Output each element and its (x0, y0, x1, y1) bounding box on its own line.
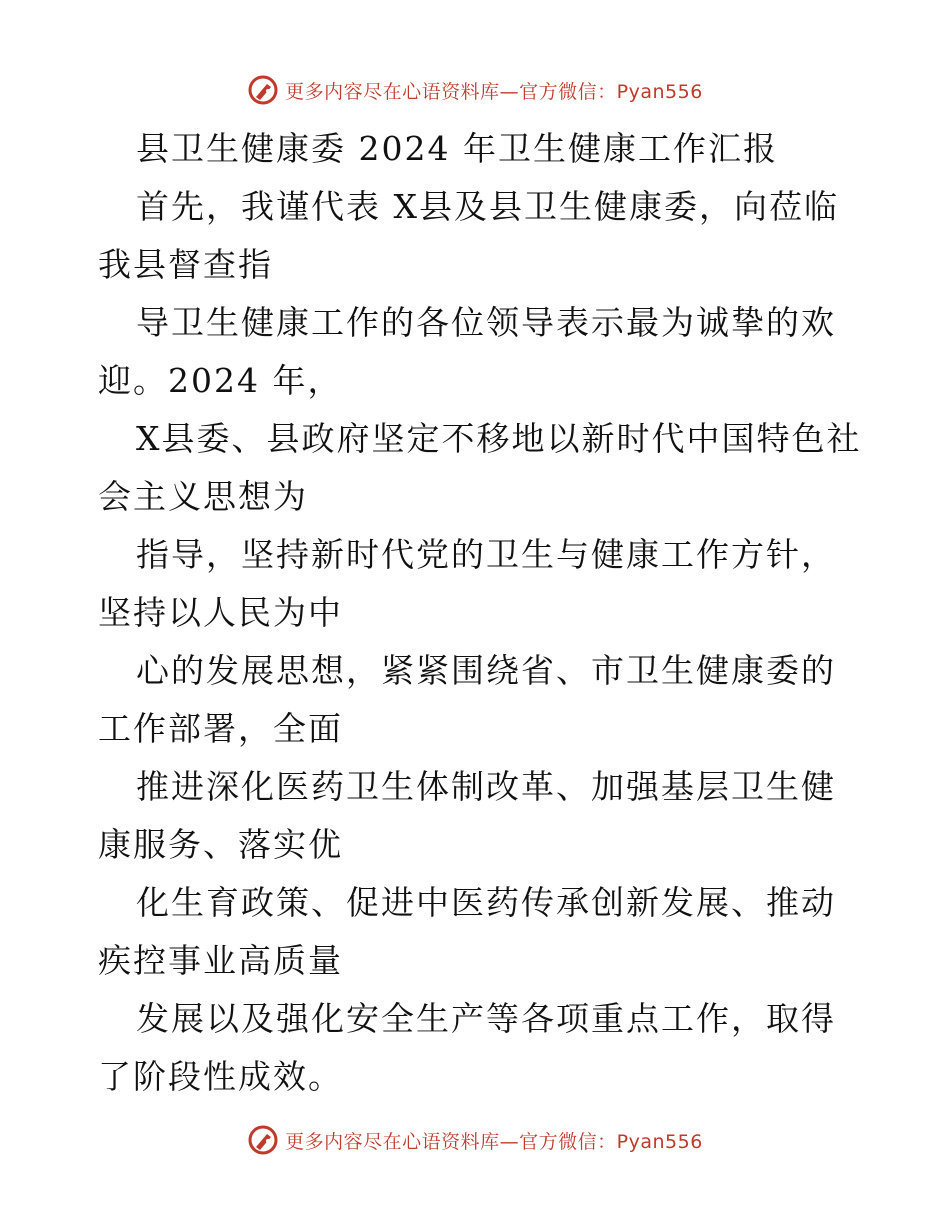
banner-text: 更多内容尽在心语资料库—官方微信：Pyan556 (285, 1130, 703, 1153)
paragraph: 推进深化医药卫生体制改革、加强基层卫生健康服务、落实优 (98, 767, 836, 864)
document-title: 县卫生健康委 2024 年卫生健康工作汇报 (136, 129, 778, 168)
document-body (98, 120, 868, 1106)
paragraph: 心的发展思想，紧紧围绕省、市卫生健康委的工作部署，全面 (98, 651, 836, 748)
pen-logo-icon (247, 74, 279, 106)
paragraph: 发展以及强化安全生产等各项重点工作，取得了阶段性成效。 (98, 999, 836, 1096)
paragraph: 首先，我谨代表 X县及县卫生健康委，向莅临我县督查指 (98, 187, 839, 284)
header-banner (0, 70, 950, 110)
pen-logo-icon (247, 1124, 279, 1156)
paragraph: 导卫生健康工作的各位领导表示最为诚挚的欢迎。2024 年， (98, 303, 836, 400)
footer-banner (0, 1120, 950, 1160)
banner-text: 更多内容尽在心语资料库—官方微信：Pyan556 (285, 80, 703, 103)
paragraph: 指导，坚持新时代党的卫生与健康工作方针，坚持以人民为中 (98, 535, 836, 632)
paragraph: 化生育政策、促进中医药传承创新发展、推动疾控事业高质量 (98, 883, 836, 980)
paragraph: X县委、县政府坚定不移地以新时代中国特色社会主义思想为 (98, 419, 862, 516)
